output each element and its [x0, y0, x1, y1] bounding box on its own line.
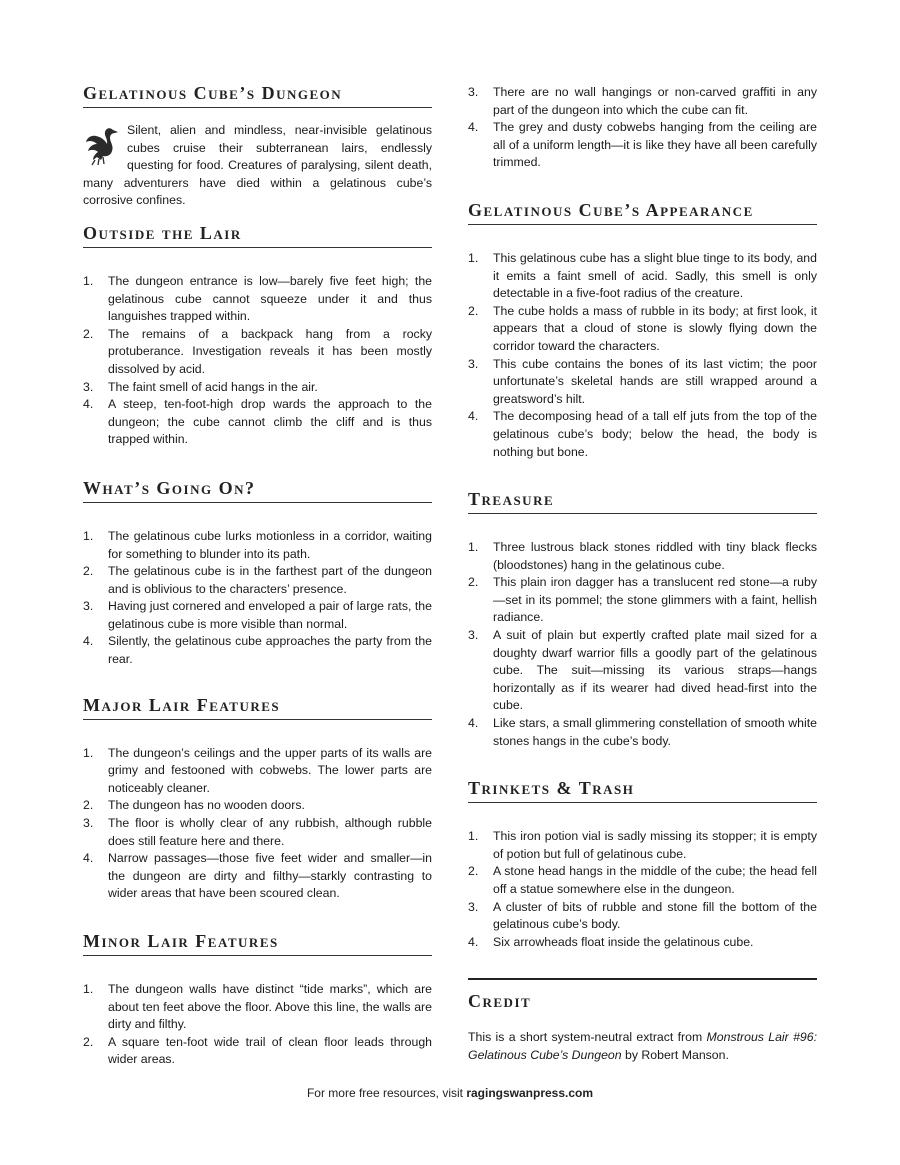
- right-column: [468, 84, 817, 1065]
- page-title: Gelatinous Cube’s Dungeon: [83, 82, 432, 108]
- list-item: 1. The dungeon’s ceilings and the upper parts of its walls are grimy and festooned with cobwebs. The lower parts are noticeably cleaner.: [83, 745, 432, 795]
- list-item: 2. The cube holds a mass of rubble in its body; at first look, it appears that a cloud of stone is slowly flying down the corridor toward the characters.: [468, 303, 817, 353]
- list-item: 3. There are no wall hangings or non-carved graffiti in any part of the dungeon into which the cube can fit.: [468, 85, 817, 117]
- list-item: 1. This iron potion vial is sadly missing its stopper; it is empty of potion but full of gelatinous cube.: [468, 829, 817, 861]
- list-item: 3. Having just cornered and enveloped a pair of large rats, the gelatinous cube is more visible than normal.: [83, 599, 432, 631]
- list-item: 3. A suit of plain but expertly crafted plate mail sized for a doughty dwarf warrior fills a goodly part of the gelatinous cube. The suit—missing its various straps—hangs horizontally as if its wearer had dived head-first into the cube.: [468, 628, 817, 713]
- footer-text: For more free resources, visit: [306, 1086, 467, 1100]
- list-item: 3. The faint smell of acid hangs in the air.: [83, 379, 318, 394]
- intro-paragraph: [83, 122, 432, 210]
- list-minor-lair-features-part-1: [83, 981, 432, 1069]
- intro-text: Silent, alien and mindless, near-invisible gelatinous cubes cruise their subterranean lairs, endlessly questing for food. Creatures of paralysing, silent death, many adventurers have died within a gelatinous cube’s corrosive confines.: [83, 123, 432, 208]
- list-treasure: [468, 539, 817, 750]
- list-item: 1. The gelatinous cube lurks motionless in a corridor, waiting for something to blunder into its path.: [83, 528, 432, 561]
- credit-paragraph: This is a short system-neutral extract from Monstrous Lair #96: Gelatinous Cube’s Dungeon by Robert Manson.: [468, 1030, 817, 1062]
- list-item: 2. A stone head hangs in the middle of the cube; the head fell off a statue somewhere else in the dungeon.: [468, 864, 817, 896]
- list-item: 4. Six arrowheads float inside the gelatinous cube.: [468, 934, 754, 949]
- list-item: 2. The dungeon has no wooden doors.: [83, 798, 305, 813]
- list-item: 1. The dungeon entrance is low—barely five feet high; the gelatinous cube cannot squeeze under it and thus languishes trapped within.: [83, 273, 432, 324]
- list-gelatinous-cubes-appearance: [468, 250, 817, 461]
- swan-logo-icon: [83, 124, 121, 166]
- list-whats-going-on: [83, 528, 432, 669]
- list-outside-the-lair: [83, 273, 432, 449]
- heading-minor-lair-features: Minor Lair Features: [83, 930, 432, 956]
- footer-link[interactable]: ragingswanpress.com: [466, 1086, 594, 1100]
- heading-credit: Credit: [468, 978, 817, 1015]
- left-column: [83, 82, 432, 1069]
- list-item: 1. Three lustrous black stones riddled with tiny black flecks (bloodstones) hang in the gelatinous cube.: [468, 540, 817, 572]
- heading-outside-the-lair: Outside the Lair: [83, 222, 432, 248]
- list-item: 4. Like stars, a small glimmering constellation of smooth white stones hangs in the cube’s body.: [468, 716, 817, 748]
- list-minor-lair-features-part-2: [468, 84, 817, 172]
- list-item: 4. Narrow passages—those five feet wider and smaller—in the dungeon are dirty and filthy—starkly contrasting to wider areas that have been scoured clean.: [83, 851, 432, 901]
- list-item: 2. The gelatinous cube is in the farthest part of the dungeon and is oblivious to the characters’ presence.: [83, 564, 432, 596]
- list-item: 2. This plain iron dagger has a translucent red stone—a ruby—set in its pommel; the stone glimmers with a faint, hellish radiance.: [468, 575, 817, 625]
- list-item: 1. The dungeon walls have distinct “tide marks”, which are about ten feet above the floor. Above this line, the walls are dirty and filthy.: [83, 982, 432, 1032]
- list-item: 2. A square ten-foot wide trail of clean floor leads through wider areas.: [83, 1034, 432, 1067]
- heading-gelatinous-cubes-appearance: Gelatinous Cube’s Appearance: [468, 199, 817, 225]
- list-item: 3. This cube contains the bones of its last victim; the poor unfortunate’s skeletal hands are still wrapped around a greatsword’s hilt.: [468, 356, 817, 406]
- list-major-lair-features: [83, 745, 432, 903]
- heading-treasure: Treasure: [468, 488, 817, 514]
- list-trinkets-and-trash: [468, 828, 817, 951]
- heading-trinkets-and-trash: Trinkets & Trash: [468, 777, 817, 803]
- heading-major-lair-features: Major Lair Features: [83, 694, 432, 720]
- list-item: 3. The floor is wholly clear of any rubbish, although rubble does still feature here and there.: [83, 816, 432, 848]
- credit-work-title: Monstrous Lair #96: Gelatinous Cube’s Dungeon: [468, 1030, 817, 1062]
- list-item: 1. This gelatinous cube has a slight blue tinge to its body, and it emits a faint smell of acid. Sadly, this smell is only detectable in a five-foot radius of the creature.: [468, 250, 817, 301]
- list-item: 3. A cluster of bits of rubble and stone fill the bottom of the gelatinous cube’s body.: [468, 899, 817, 932]
- list-item: 4. A steep, ten-foot-high drop wards the approach to the dungeon; the cube cannot climb the cliff and is thus trapped within.: [83, 397, 432, 447]
- heading-whats-going-on: What’s Going On?: [83, 477, 432, 503]
- list-item: 4. Silently, the gelatinous cube approaches the party from the rear.: [83, 634, 432, 667]
- list-item: 4. The decomposing head of a tall elf juts from the top of the gelatinous cube’s body; below the head, the body is nothing but bone.: [468, 409, 817, 459]
- list-item: 4. The grey and dusty cobwebs hanging from the ceiling are all of a uniform length—it is like they have all been carefully trimmed.: [468, 120, 817, 170]
- list-item: 2. The remains of a backpack hang from a rocky protuberance. Investigation reveals it has been mostly dissolved by acid.: [83, 326, 432, 376]
- page-footer: [0, 1086, 900, 1100]
